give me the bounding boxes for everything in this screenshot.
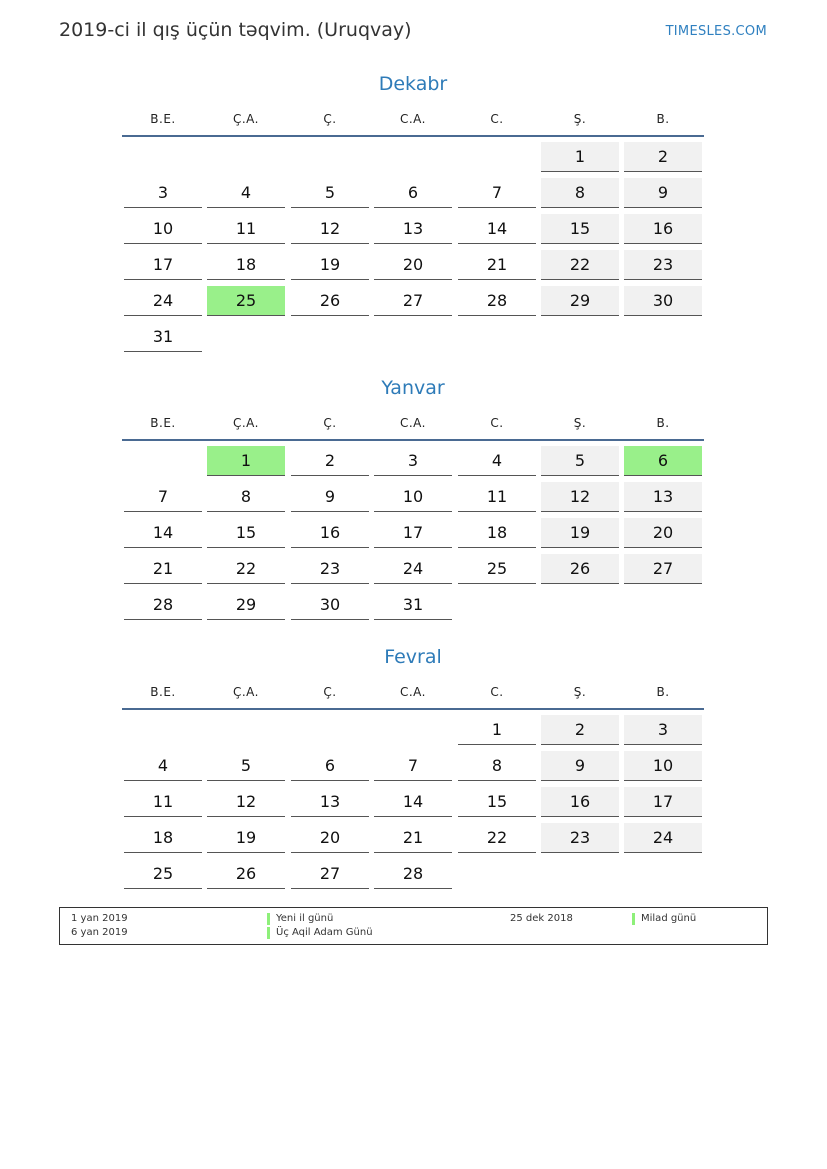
day-cell: 13 (291, 787, 369, 817)
day-cell: 17 (624, 787, 702, 817)
legend-name-1: Yeni il günü (267, 913, 333, 925)
month-block-1 (122, 374, 704, 614)
weekday-label: B.E. (150, 416, 176, 430)
day-cell: 17 (374, 518, 452, 548)
day-cell: 19 (291, 250, 369, 280)
day-cell: 12 (541, 482, 619, 512)
day-cell: 28 (374, 859, 452, 889)
day-cell: 8 (541, 178, 619, 208)
day-cell: 1 (458, 715, 536, 745)
day-cell: 14 (374, 787, 452, 817)
day-cell: 25 (458, 554, 536, 584)
day-cell: 12 (207, 787, 285, 817)
weekday-label: Ç. (323, 685, 337, 699)
day-cell: 9 (624, 178, 702, 208)
month-name: Dekabr (378, 73, 448, 95)
holiday-legend (59, 907, 768, 945)
day-cell: 18 (207, 250, 285, 280)
day-cell: 28 (124, 590, 202, 620)
weekday-label: Ş. (573, 112, 587, 126)
weekday-label: Ş. (573, 416, 587, 430)
weekday-label: Ç. (323, 112, 337, 126)
day-cell: 3 (624, 715, 702, 745)
legend-name-3: Milad günü (632, 913, 696, 925)
day-cell: 24 (124, 286, 202, 316)
day-cell: 13 (374, 214, 452, 244)
day-cell: 19 (207, 823, 285, 853)
month-block-0 (122, 70, 704, 346)
weekday-label: Ç.A. (232, 685, 259, 699)
weekday-label: Ç. (323, 416, 337, 430)
day-cell: 14 (458, 214, 536, 244)
day-cell: 24 (624, 823, 702, 853)
weekday-label: C.A. (399, 416, 426, 430)
day-cell: 11 (458, 482, 536, 512)
day-cell: 5 (291, 178, 369, 208)
day-cell: 26 (291, 286, 369, 316)
day-cell: 10 (374, 482, 452, 512)
weekday-header (122, 98, 704, 136)
weekday-label: C. (490, 416, 504, 430)
day-cell: 11 (207, 214, 285, 244)
day-cell: 4 (124, 751, 202, 781)
day-cell: 21 (374, 823, 452, 853)
day-cell: 1 (541, 142, 619, 172)
day-cell: 5 (541, 446, 619, 476)
day-cell: 20 (624, 518, 702, 548)
day-cell: 13 (624, 482, 702, 512)
site-link[interactable]: TIMESLES.COM (665, 24, 767, 39)
page-title: 2019-ci il qış üçün təqvim. (Uruqvay) (59, 19, 412, 41)
month-name: Yanvar (381, 377, 445, 399)
day-cell: 30 (624, 286, 702, 316)
day-cell: 7 (458, 178, 536, 208)
day-cell: 3 (374, 446, 452, 476)
day-cell: 8 (458, 751, 536, 781)
weekday-header (122, 671, 704, 709)
day-cell: 15 (541, 214, 619, 244)
day-cell: 24 (374, 554, 452, 584)
day-cell: 2 (624, 142, 702, 172)
day-cell: 20 (374, 250, 452, 280)
day-cell: 20 (291, 823, 369, 853)
day-cell: 27 (291, 859, 369, 889)
day-cell: 27 (374, 286, 452, 316)
day-cell: 22 (207, 554, 285, 584)
day-cell: 7 (124, 482, 202, 512)
day-cell: 8 (207, 482, 285, 512)
weekday-label: B. (656, 416, 670, 430)
day-cell: 29 (541, 286, 619, 316)
weekday-label: B.E. (150, 112, 176, 126)
day-cell: 15 (207, 518, 285, 548)
weekday-label: Ç.A. (232, 112, 259, 126)
day-cell: 23 (291, 554, 369, 584)
day-cell: 23 (624, 250, 702, 280)
header-rule (122, 439, 704, 441)
day-cell: 16 (624, 214, 702, 244)
day-cell: 26 (541, 554, 619, 584)
legend-date-1: 1 yan 2019 (71, 913, 128, 924)
day-cell: 2 (291, 446, 369, 476)
day-cell: 23 (541, 823, 619, 853)
weekday-label: B.E. (150, 685, 176, 699)
weekday-label: C. (490, 685, 504, 699)
day-cell: 18 (124, 823, 202, 853)
holiday-day-cell: 25 (207, 286, 285, 316)
weekday-header (122, 402, 704, 440)
weekday-label: Ç.A. (232, 416, 259, 430)
day-cell: 21 (458, 250, 536, 280)
weekday-label: B. (656, 112, 670, 126)
day-cell: 9 (541, 751, 619, 781)
day-cell: 6 (374, 178, 452, 208)
header-rule (122, 135, 704, 137)
month-block-2 (122, 643, 704, 883)
day-cell: 29 (207, 590, 285, 620)
day-cell: 31 (124, 322, 202, 352)
header-rule (122, 708, 704, 710)
day-cell: 6 (291, 751, 369, 781)
day-cell: 22 (541, 250, 619, 280)
day-cell: 28 (458, 286, 536, 316)
day-cell: 17 (124, 250, 202, 280)
day-cell: 21 (124, 554, 202, 584)
day-cell: 19 (541, 518, 619, 548)
day-cell: 5 (207, 751, 285, 781)
day-cell: 10 (624, 751, 702, 781)
day-cell: 3 (124, 178, 202, 208)
day-cell: 11 (124, 787, 202, 817)
day-cell: 26 (207, 859, 285, 889)
day-cell: 9 (291, 482, 369, 512)
weekday-label: Ş. (573, 685, 587, 699)
day-cell: 25 (124, 859, 202, 889)
weekday-label: C. (490, 112, 504, 126)
day-cell: 27 (624, 554, 702, 584)
day-cell: 10 (124, 214, 202, 244)
day-cell: 4 (458, 446, 536, 476)
day-cell: 16 (541, 787, 619, 817)
day-cell: 2 (541, 715, 619, 745)
day-cell: 4 (207, 178, 285, 208)
legend-date-2: 6 yan 2019 (71, 927, 128, 938)
legend-name-2: Üç Aqil Adam Günü (267, 927, 373, 939)
weekday-label: B. (656, 685, 670, 699)
legend-date-3: 25 dek 2018 (510, 913, 573, 924)
holiday-day-cell: 6 (624, 446, 702, 476)
day-cell: 31 (374, 590, 452, 620)
day-cell: 16 (291, 518, 369, 548)
day-cell: 7 (374, 751, 452, 781)
weekday-label: C.A. (399, 112, 426, 126)
holiday-day-cell: 1 (207, 446, 285, 476)
day-cell: 15 (458, 787, 536, 817)
day-cell: 22 (458, 823, 536, 853)
day-cell: 30 (291, 590, 369, 620)
month-name: Fevral (384, 646, 442, 668)
day-cell: 18 (458, 518, 536, 548)
day-cell: 12 (291, 214, 369, 244)
day-cell: 14 (124, 518, 202, 548)
weekday-label: C.A. (399, 685, 426, 699)
